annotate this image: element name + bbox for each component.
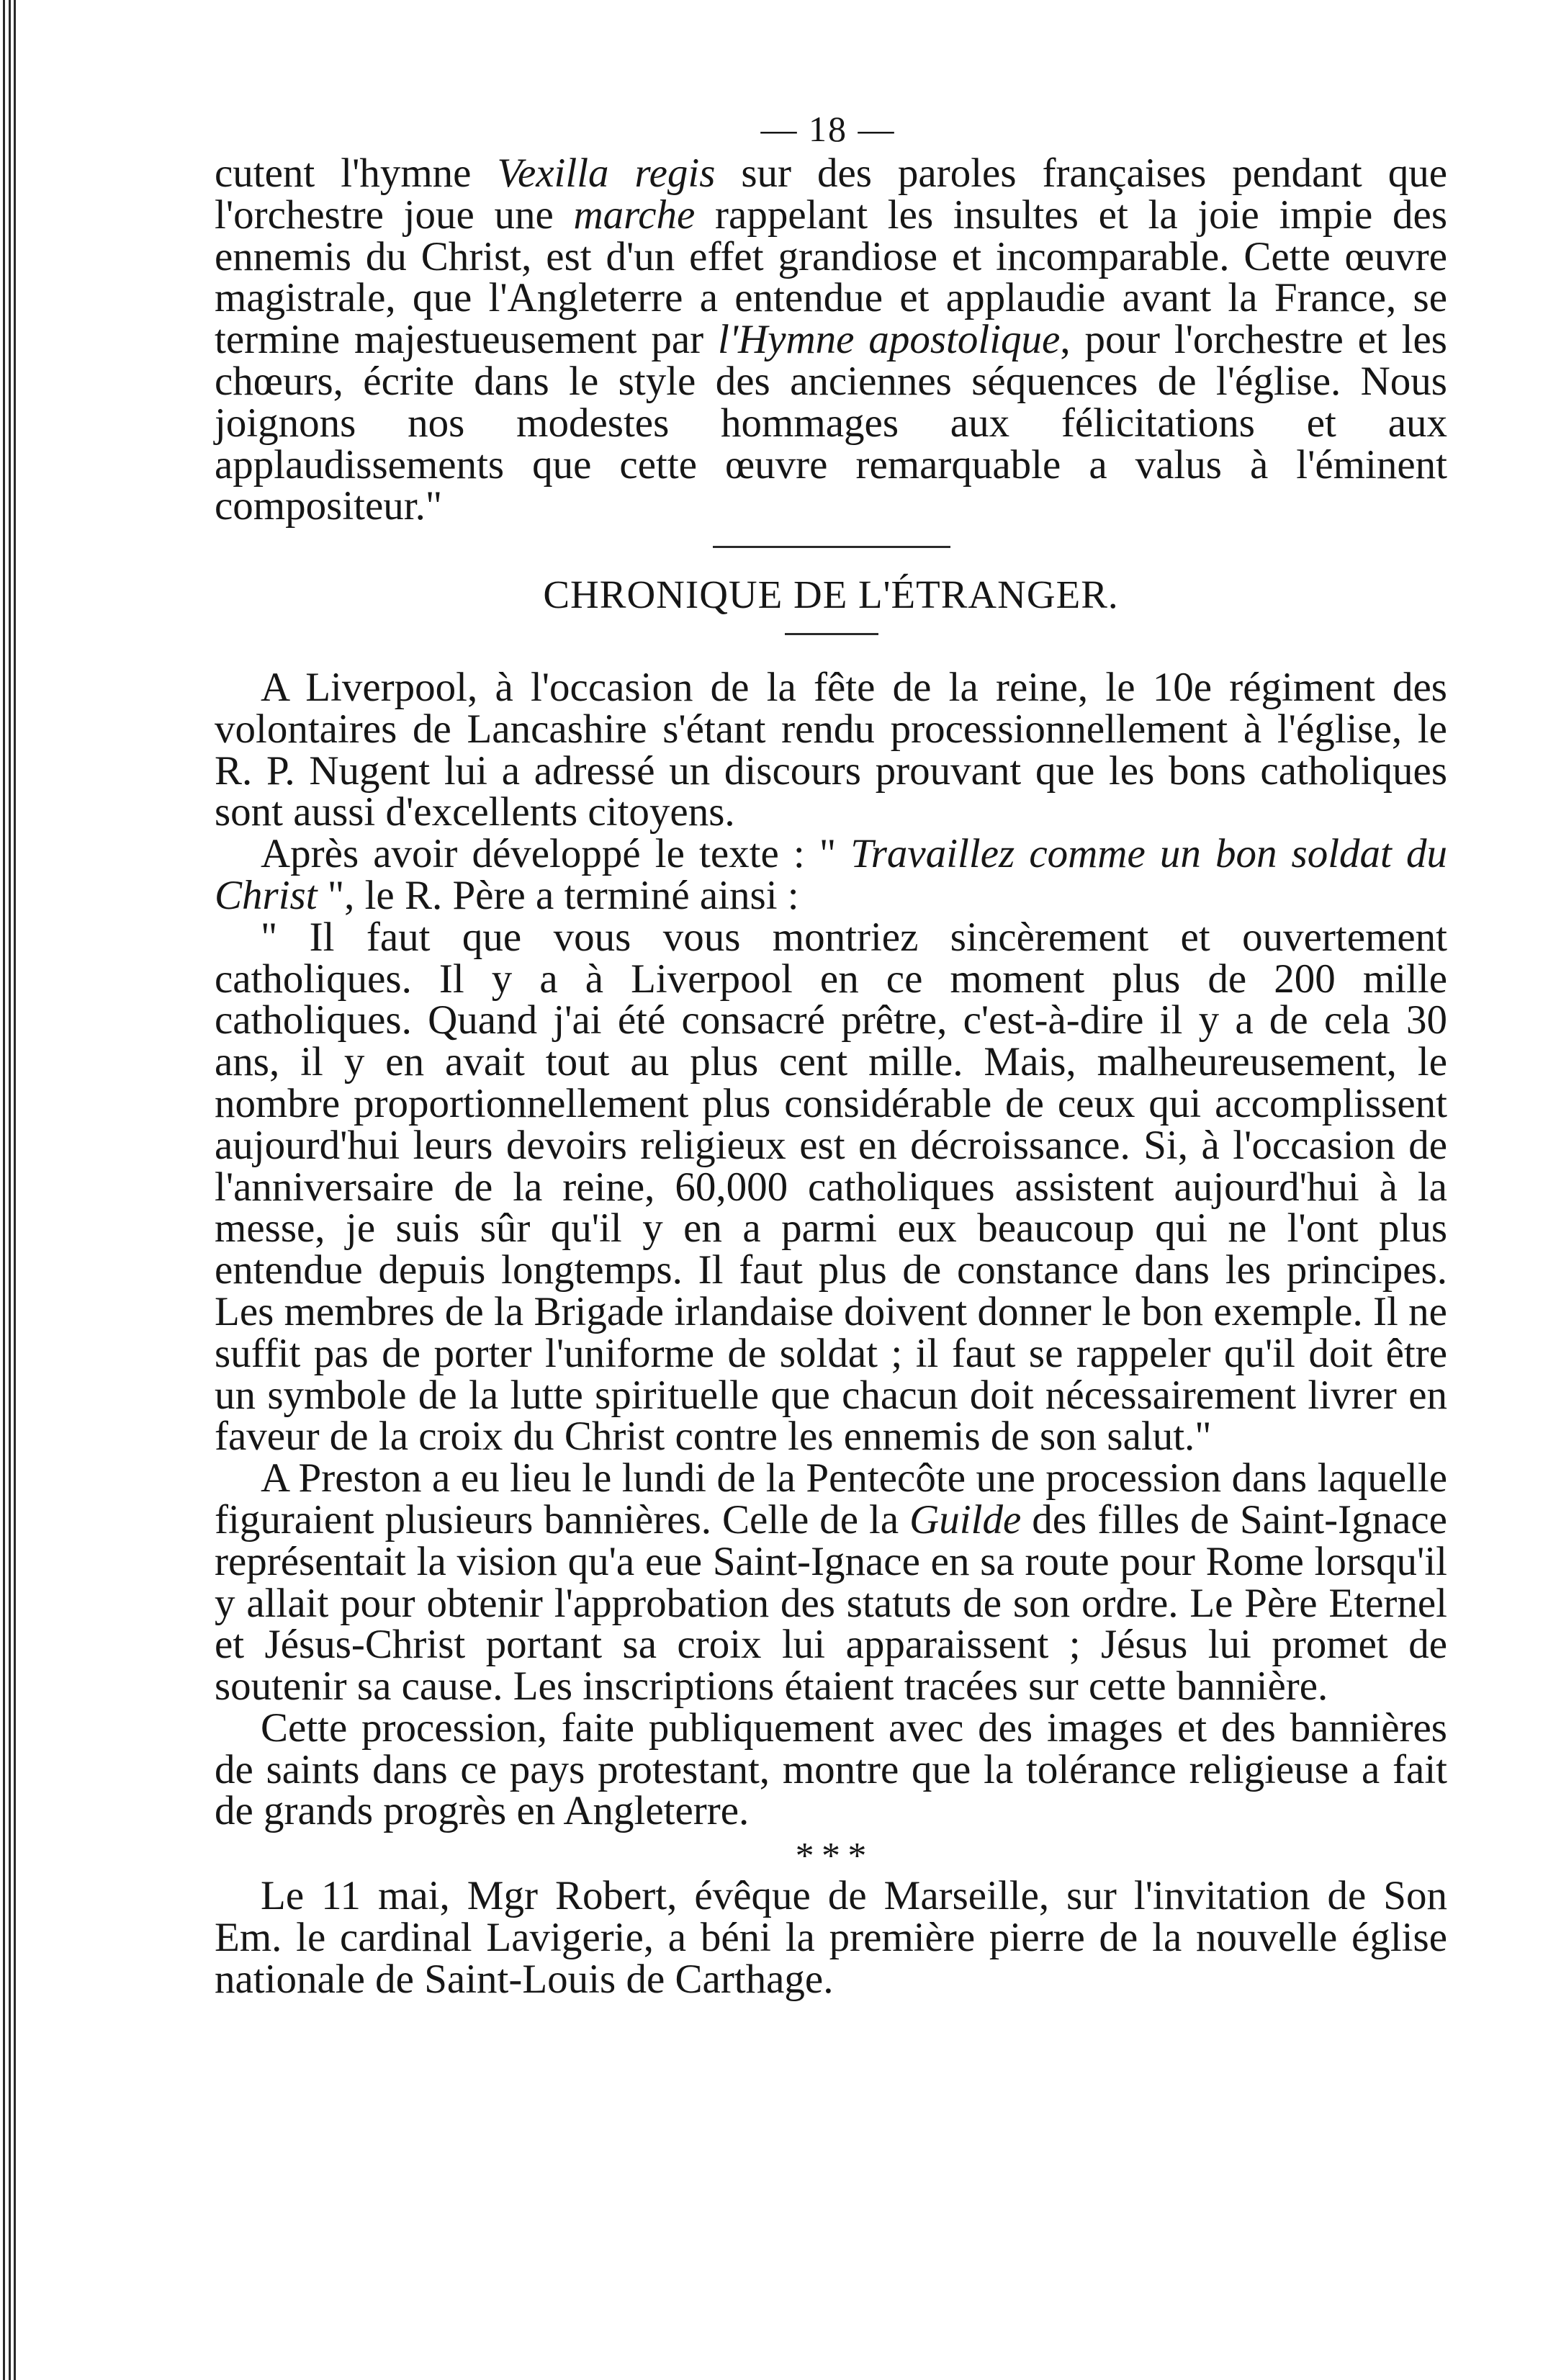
binding-line xyxy=(3,0,5,2380)
paragraph-carthage: Le 11 mai, Mgr Robert, évêque de Marseille, sur l'invitation de Son Em. le cardinal Lavigerie, a béni la première pierre de la nouvelle église nationale de Saint-Louis de Carthage. xyxy=(215,1873,1447,2002)
paragraph-texte: Après avoir développé le texte : " Travaillez comme un bon soldat du Christ ", le R. Père a terminé ainsi : xyxy=(215,831,1447,918)
paragraph-procession: Cette procession, faite publiquement avec des images et des bannières de saints dans ce pays protestant, montre que la tolérance religieuse a fait de grands progrès en Angleterre. xyxy=(215,1705,1447,1834)
paragraph-preston: A Preston a eu lieu le lundi de la Pentecôte une procession dans laquelle figuraient plusieurs bannières. Celle de la Guilde des filles de Saint-Ignace représentait la vision qu'a eue Saint-Ignace en sa route pour Rome lorsqu'il y allait pour obtenir l'approbation des statuts de son ordre. Le Père Eternel et Jésus-Christ portant sa croix lui apparaissent ; Jésus lui promet de soutenir sa cause. Les inscriptions étaient tracées sur cette bannière. xyxy=(215,1455,1447,1710)
section-heading: CHRONIQUE DE L'ÉTRANGER. xyxy=(543,572,1119,617)
page-body xyxy=(215,153,1447,2000)
paragraph-hymne: cutent l'hymne Vexilla regis sur des paroles françaises pendant que l'orchestre joue une marche rappelant les insultes et la joie impie des ennemis du Christ, est d'un effet grandiose et incomparable. Cette œuvre magistrale, que l'Angleterre a entendue et applaudie avant la France, se termine majestueusement par l'Hymne apostolique, pour l'orchestre et les chœurs, écrite dans le style des anciennes séquences de l'église. Nous joignons nos modestes hommages aux félicitations et aux applaudissements que cette œuvre remarquable a valus à l'éminent compositeur." xyxy=(215,151,1448,529)
asterism-separator: * * * xyxy=(795,1836,867,1877)
page-number: — 18 — xyxy=(760,109,896,149)
binding-gutter xyxy=(0,0,29,2380)
paragraph-discours: " Il faut que vous vous montriez sincèrement et ouvertement catholiques. Il y a à Liverpool en ce moment plus de 200 mille catholiques. Quand j'ai été consacré prêtre, c'est-à-dire il y a de cela 30 ans, il y en avait tout au plus cent mille. Mais, malheureusement, le nombre proportionnellement plus considérable de ceux qui accomplissent aujourd'hui leurs devoirs religieux est en décroissance. Si, à l'occasion de l'anniversaire de la reine, 60,000 catholiques assistent aujourd'hui à la messe, je suis sûr qu'il y en a parmi eux beaucoup qui ne l'ont plus entendue depuis longtemps. Il faut plus de constance dans les principes. Les membres de la Brigade irlandaise doivent donner le bon exemple. Il ne suffit pas de porter l'uniforme de soldat ; il faut se rappeler qu'il doit être un symbole de la lutte spirituelle que chacun doit nécessairement livrer en faveur de la croix du Christ contre les ennemis de son salut." xyxy=(215,914,1447,1460)
paragraph-liverpool: A Liverpool, à l'occasion de la fête de la reine, le 10e régiment des volontaires de Lancashire s'étant rendu processionnellement à l'église, le R. P. Nugent lui a adressé un discours prouvant que les bons catholiques sont aussi d'excellents citoyens. xyxy=(215,664,1447,835)
binding-line xyxy=(14,0,16,2380)
binding-line xyxy=(9,0,11,2380)
